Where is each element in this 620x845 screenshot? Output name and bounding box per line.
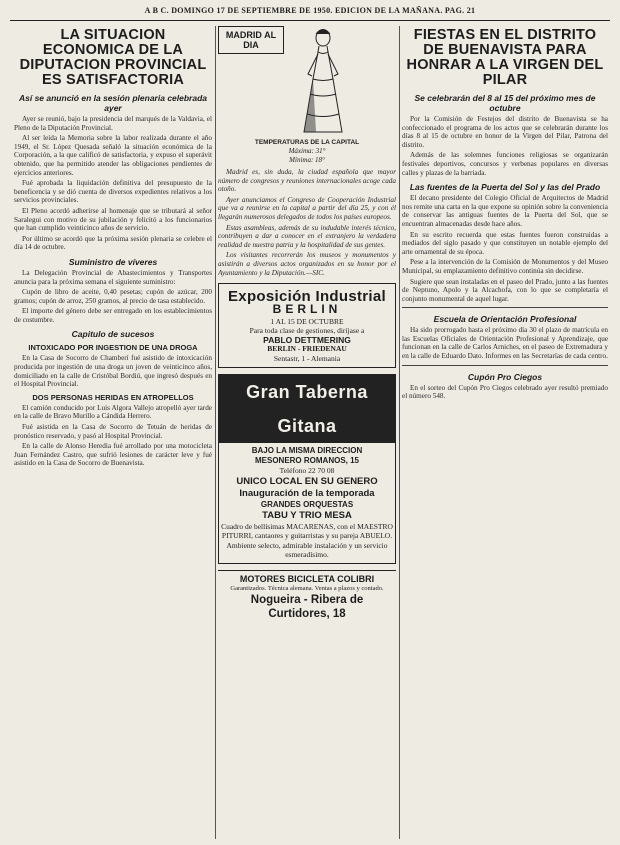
temperature-min: Mínima: 18°	[289, 156, 325, 164]
paragraph: Fué aprobada la liquidación definitiva del presupuesto de la beneficencia y se dió cuenta de diversos expedientes relativos a los servicios provinciales.	[14, 179, 212, 205]
paragraph: Por último se acordó que la próxima sesión plenaria se celebre el día 14 de octubre.	[14, 234, 212, 252]
paragraph: Estas asambleas, además de su indudable interés técnico, contribuyen a dar a conocer en el extranjero la verdadera realidad de nuestra patria y la hospitalidad de sus gentes.	[218, 223, 396, 249]
ad-contact-name: PABLO DETTMERING	[263, 334, 351, 345]
paragraph: La Delegación Provincial de Abastecimientos y Transportes anuncia para la próxima semana el siguiente suministro:	[14, 268, 212, 286]
ad-line: TABU Y TRIO MESA	[262, 509, 352, 521]
article-buenavista	[402, 115, 608, 177]
section-title-cupon: Cupón Pro Ciegos	[467, 371, 543, 382]
paragraph: Sugiere que sean instaladas en el paseo del Prado, junto a las fuentes de Neptuno, Apolo y la Alcachofa, con lo que se completaría el conjunto monumental de aquel lugar.	[402, 277, 608, 303]
ad-title: Gran Taberna Gitana	[219, 375, 395, 443]
paragraph: Por la Comisión de Festejos del distrito de Buenavista se ha confeccionado el programa de los actos que se celebrarán durante los días 8 al 15 de octubre en honor de la Virgen del Pilar, Patrona del distrito.	[402, 115, 608, 149]
paragraph: En su escrito recuerda que estas fuentes fueron construidas a mediados del siglo pasado y que constituyen un notable ejemplo del arte ornamental de su época.	[402, 230, 608, 256]
paragraph: Madrid es, sin duda, la ciudad española que mayor número de congresos y reuniones internacionales acoge cada otoño.	[218, 168, 396, 194]
headline-diputacion: LA SITUACION ECONOMICA DE LA DIPUTACION PROVINCIAL ES SATISFACTORIA	[19, 27, 207, 88]
column-left	[14, 26, 212, 841]
ad-line: GRANDES ORQUESTAS	[260, 499, 354, 509]
article-escuela	[402, 326, 608, 360]
paragraph: Pese a la intervención de la Comisión de Monumentos y del Museo Municipal, su emplazamiento definitivo continúa sin decidirse.	[402, 258, 608, 275]
paragraph: En el sorteo del Cupón Pro Ciegos celebrado ayer resultó premiado el número 548.	[402, 383, 608, 401]
paragraph: Ayer se reunió, bajo la presidencia del marqués de la Valdavia, el Pleno de la Diputación Provincial.	[14, 115, 212, 132]
ad-address: BERLIN - FRIEDENAU	[267, 344, 347, 354]
subhead-buenavista: Se celebrarán del 8 al 15 del próximo mes de octubre	[414, 93, 596, 113]
ad-city: BERLIN	[272, 302, 342, 317]
headline-buenavista: FIESTAS EN EL DISTRITO DE BUENAVISTA PARA HONRAR A LA VIRGEN DEL PILAR	[406, 27, 604, 88]
ad-line: MESONERO ROMANOS, 15	[254, 456, 359, 466]
article-atropellos	[14, 404, 212, 468]
article-viveres	[14, 269, 212, 325]
article-fuentes	[402, 194, 608, 303]
paragraph: Ayer anunciamos el Congreso de Cooperación Industrial que va a reunirse en la capital a partir del día 25, y con él llegarán numerosos delegados de todos los países europeos.	[218, 195, 396, 221]
ad-phone: Teléfono 22 70 08	[279, 466, 335, 476]
ad-line: Inauguración de la temporada	[239, 487, 375, 499]
article-madrid-al-dia	[218, 168, 396, 277]
paragraph: Ha sido prorrogado hasta el próximo día 30 el plazo de matrícula en las Escuelas Oficiales de Orientación Profesional y Aprendizaje, que funcionan en la calle de Carlos Arniches, en el paseo de Extremadura y en la calle de Eduardo Dato. Informes en las Secretarías de cada centro.	[402, 326, 608, 361]
section-title-escuela: Escuela de Orientación Profesional	[433, 314, 577, 325]
ad-exposicion-berlin	[218, 283, 396, 368]
page-header: A B C. DOMINGO 17 DE SEPTIEMBRE DE 1950. EDICION DE LA MAÑANA. PAG. 21	[10, 6, 610, 21]
paragraph: El Pleno acordó adherirse al homenaje que se tributará al señor Saralegui con motivo de su jubilación y felicitó a los funcionarios que han cumplido veinticinco años de servicio.	[14, 206, 212, 233]
subhead-diputacion: Así se anunció en la sesión plenaria celebrada ayer	[18, 93, 208, 113]
ad-line: BAJO LA MISMA DIRECCION	[251, 446, 363, 456]
ad-title: Exposición Industrial	[228, 288, 386, 306]
ad-motores-colibri	[218, 570, 396, 624]
woman-illustration	[290, 26, 356, 136]
ad-line: Cuadro de bellísimas MACARENAS, con el MAESTRO PITURRI, cantaores y guitarristas y su pareja ABUELO.	[221, 521, 393, 541]
section-title-viveres: Suministro de víveres	[68, 256, 158, 267]
ad-line: UNICO LOCAL EN SU GENERO	[236, 475, 378, 487]
article-diputacion	[14, 115, 212, 252]
article-cupon	[402, 384, 608, 401]
section-title-fuentes: Las fuentes de la Puerta del Sol y las del Prado	[409, 182, 601, 193]
temperature-max: Máxima: 31°	[288, 147, 326, 155]
ad-address: Nogueira - Ribera de Curtidores, 18	[250, 593, 364, 620]
column-rule	[215, 26, 216, 839]
paragraph: Cupón de libro de aceite, 0,40 pesetas; cupón de azúcar, 200 gramos; cupón de arroz, 250 gramos, al precio de tasa establecido.	[14, 288, 212, 305]
madrid-al-dia-box: MADRID AL DIA	[218, 26, 284, 54]
ad-line: Para toda clase de gestiones, diríjase a	[249, 326, 365, 336]
ad-line: Garantizados. Técnica alemana. Ventas a plazos y contado.	[230, 584, 384, 592]
paragraph: En la Casa de Socorro de Chamberí fué asistido de intoxicación producida por ingestión de una droga un joven de veinticinco años, domiciliado en la calle de Cristóbal Bordiú, que ingresó después en el Hospital Provincial.	[14, 354, 212, 389]
ad-line: Ambiente selecto, admirable instalación y un servicio esmeradísimo.	[226, 540, 388, 560]
subhead-atropellos: DOS PERSONAS HERIDAS EN ATROPELLOS	[32, 392, 194, 402]
paragraph: Fué asistida en la Casa de Socorro de Tetuán de heridas de pronóstico reservado, y pasó al Hospital Provincial.	[14, 423, 212, 440]
subhead-intoxicado: INTOXICADO POR INGESTION DE UNA DROGA	[28, 343, 198, 353]
section-title-sucesos: Capitulo de sucesos	[71, 329, 155, 340]
column-middle	[218, 26, 396, 841]
paragraph: Los visitantes recorrerán los museos y monumentos y asistirán a diversos actos organizados en su honor por el Ayuntamiento y la Diputación.—SIC.	[218, 251, 396, 277]
paragraph: El decano presidente del Colegio Oficial de Arquitectos de Madrid nos remite una carta en la que expone su opinión sobre la conveniencia de conservar las antiguas fuentes de la Puerta del Sol, que se encuentran almacenadas desde hace años.	[402, 194, 608, 228]
column-rule	[399, 26, 400, 839]
ad-taberna-gitana	[218, 374, 396, 564]
temperatures-title: TEMPERATURAS DE LA CAPITAL	[254, 139, 360, 146]
paragraph: El camión conducido por Luis Algora Vallejo atropelló ayer tarde en la calle de Bravo Murillo a Cándida Herrero.	[14, 403, 212, 421]
paragraph: El importe del género debe ser entregado en los establecimientos de costumbre.	[14, 307, 212, 324]
ad-title: MOTORES BICICLETA COLIBRI	[239, 573, 375, 584]
column-right	[402, 26, 608, 841]
paragraph: Además de las solemnes funciones religiosas se organizarán festivales deportivos, concursos y verbenas populares en diversas calles y plazas de la barriada.	[402, 151, 608, 177]
article-intoxicado	[14, 354, 212, 388]
paragraph: Al ser leída la Memoria sobre la labor realizada durante el año 1949, el Sr. López Quesada señaló la situación económica de la Corporación, a la que calificó de satisfactoria, y expuso el superávit obtenido, que ha permitido atender las obligaciones pendientes de ejercicios anteriores.	[14, 134, 212, 177]
paragraph: En la calle de Alonso Heredia fué arrollado por una motocicleta Juan Fernández Castro, que sufrió lesiones de carácter leve y fué asistido en la Casa de Socorro de Buenavista.	[14, 442, 212, 468]
ad-dates: 1 AL 15 DE OCTUBRE	[270, 316, 344, 326]
ad-address: Sentastr, 1 - Alemania	[273, 353, 341, 363]
